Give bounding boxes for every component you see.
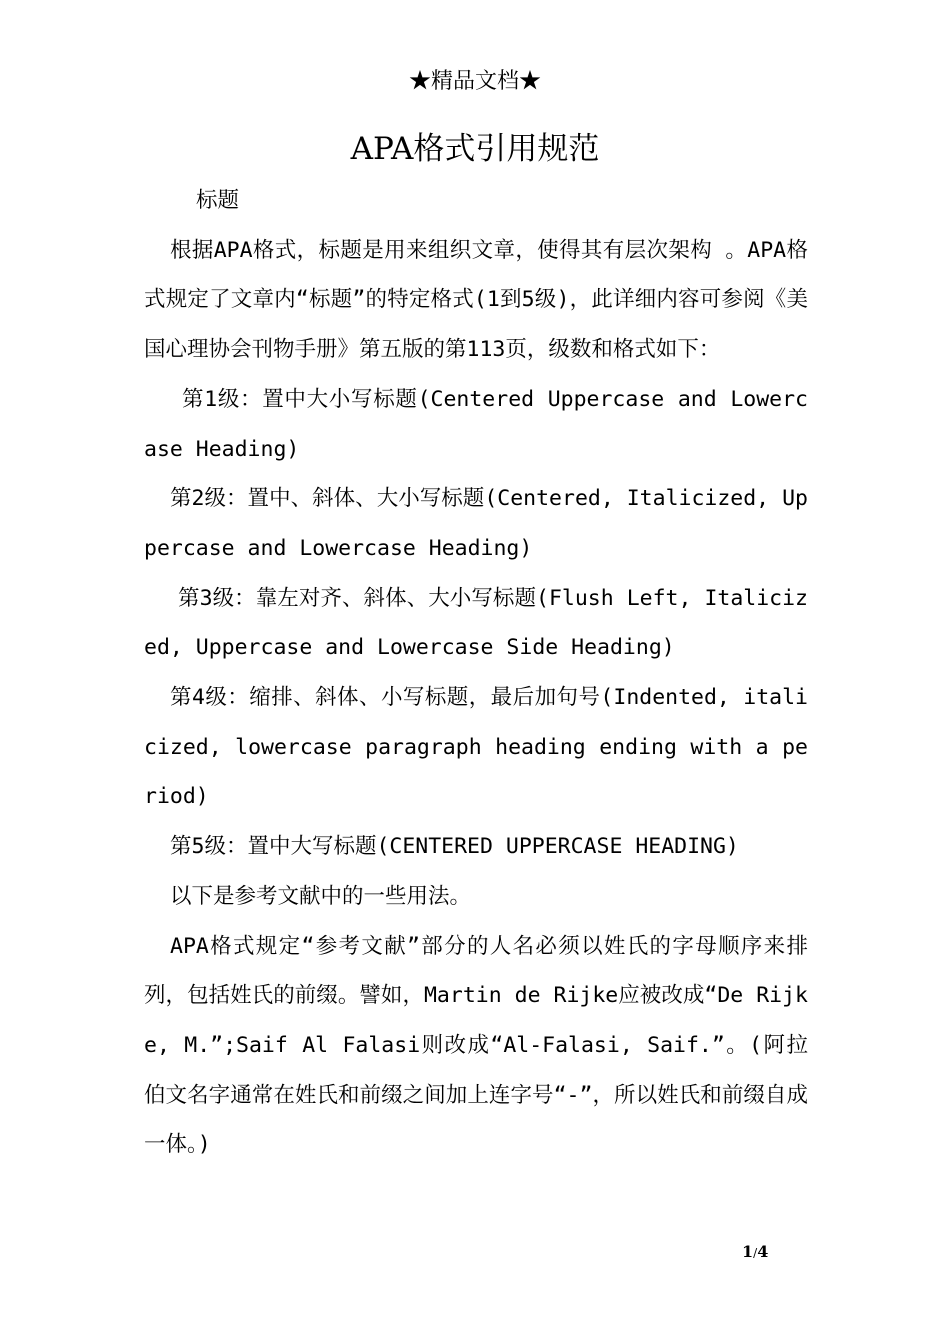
heading-level-1-item: 第1级：置中大小写标题(Centered Uppercase and Lowercase Heading)	[144, 386, 808, 462]
section-heading: 标题	[196, 188, 240, 213]
heading-level-5-item: 第5级：置中大写标题(CENTERED UPPERCASE HEADING)	[170, 834, 739, 860]
heading-level-3-item: 第3级：靠左对齐、斜体、大小写标题(Flush Left, Italicized, Uppercase and Lowercase Side Heading)	[144, 585, 808, 661]
body-paragraph: APA格式规定“参考文献”部分的人名必须以姓氏的字母顺序来排列，包括姓氏的前缀。譬如，Martin de Rijke应被改成“De Rijke, M.”;Saif Al Falasi则改成“Al-Falasi, Saif.”。(阿拉伯文名字通常在姓氏和前缀之间加上连字号“-”，所以姓氏和前缀自成一体。)	[144, 933, 808, 1158]
body-paragraph: 以下是参考文献中的一些用法。	[170, 883, 472, 909]
page-total: 4	[757, 1242, 769, 1261]
page-separator: /	[753, 1246, 758, 1260]
document-title: APA格式引用规范	[350, 131, 600, 167]
page-current: 1	[742, 1242, 754, 1261]
heading-level-2-item: 第2级：置中、斜体、大小写标题(Centered, Italicized, Uppercase and Lowercase Heading)	[144, 486, 808, 561]
heading-level-4-item: 第4级：缩排、斜体、小写标题，最后加句号(Indented, italicized, lowercase paragraph heading ending with a period)	[144, 685, 808, 810]
document-body	[144, 176, 808, 1170]
page-number	[742, 1240, 786, 1265]
document-header	[0, 66, 950, 98]
header-text: ★精品文档★	[408, 69, 541, 94]
body-paragraph: 根据APA格式，标题是用来组织文章，使得其有层次架构 。APA格式规定了文章内“标题”的特定格式(1到5级)，此详细内容可参阅《美国心理协会刊物手册》第五版的第113页，级数和格式如下：	[144, 237, 808, 363]
